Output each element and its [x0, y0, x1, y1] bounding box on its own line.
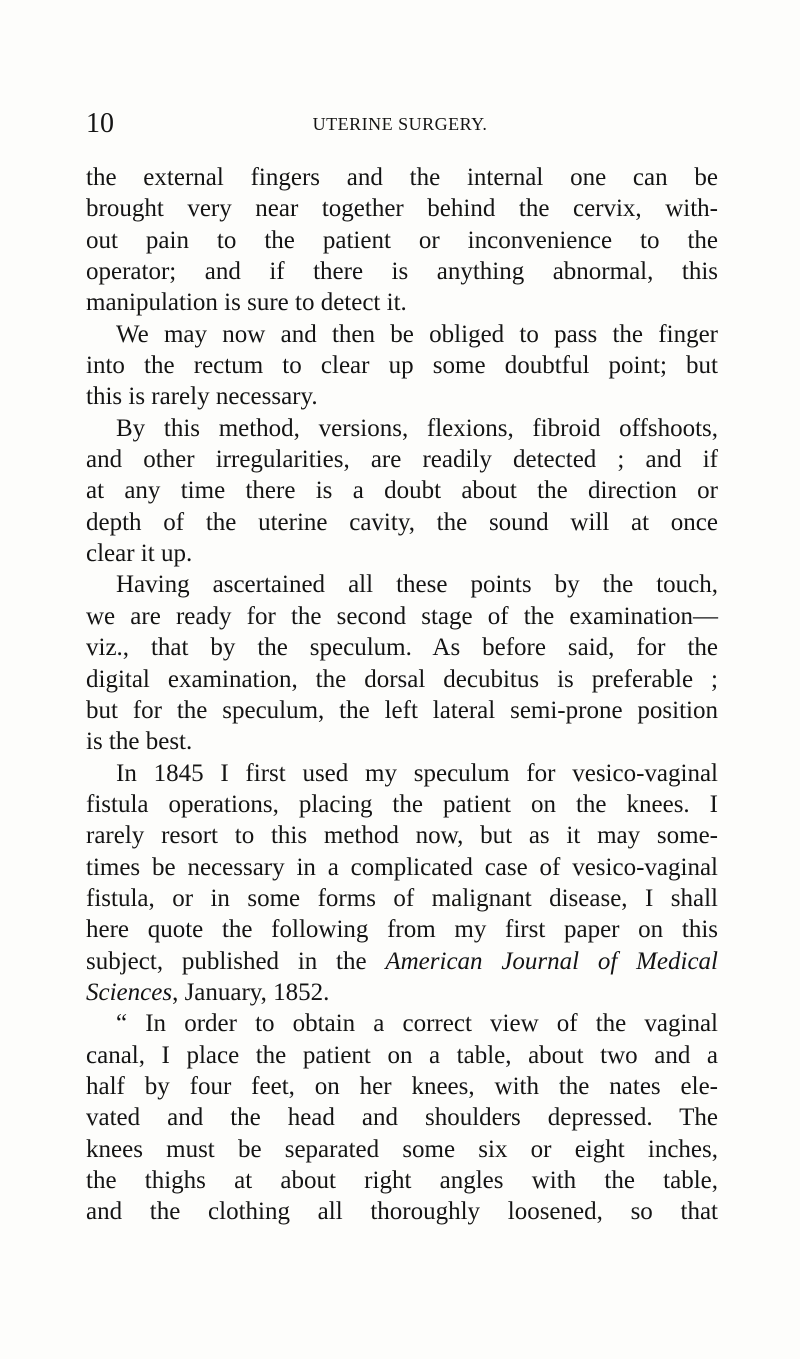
text-line: this is rarely necessary.: [86, 383, 318, 411]
journal-title: American Journal of Medical: [385, 947, 718, 975]
text-line: digital examination, the dorsal decubitus is preferable ;: [86, 665, 718, 693]
text-line: fistula, or in some forms of malignant disease, I shall: [86, 884, 718, 912]
text-line: canal, I place the patient on a table, about two and a: [86, 1041, 718, 1069]
page-header: [0, 104, 800, 144]
text-line: half by four feet, on her knees, with the nates ele-: [86, 1072, 718, 1100]
page-number: 10: [86, 108, 114, 139]
text-line: the thighs at about right angles with the table,: [86, 1167, 718, 1194]
text-line: we are ready for the second stage of the examination—: [86, 602, 718, 630]
journal-title-end: Sciences: [86, 978, 173, 1006]
text-line: rarely resort to this method now, but as it may some-: [86, 822, 718, 850]
text-line: the external fingers and the internal one can be: [86, 164, 718, 191]
text-line: out pain to the patient or inconvenience to the: [86, 226, 718, 254]
text-line: times be necessary in a complicated case of vesico-vaginal: [86, 853, 718, 881]
text-line: and the clothing all thoroughly loosened, so that: [86, 1198, 718, 1226]
text-segment: subject, published in the: [86, 947, 367, 975]
text-line: In 1845 I first used my speculum for vesico-vaginal: [116, 759, 718, 787]
text-line: manipulation is sure to detect it.: [86, 289, 407, 317]
body-text: [86, 162, 718, 1228]
text-line: We may now and then be obliged to pass the finger: [116, 320, 718, 348]
text-line-with-journal: [86, 977, 718, 1008]
text-line: fistula operations, placing the patient on the knees. I: [86, 790, 718, 818]
text-line: viz., that by the speculum. As before said, for the: [86, 634, 718, 662]
text-line: Having ascertained all these points by the touch,: [116, 571, 718, 599]
text-line: here quote the following from my first paper on this: [86, 916, 718, 944]
text-segment: , January, 1852.: [172, 978, 330, 1006]
text-line: “ In order to obtain a correct view of the vaginal: [116, 1010, 718, 1038]
text-line: at any time there is a doubt about the direction or: [86, 477, 718, 505]
text-line: vated and the head and shoulders depressed. The: [86, 1104, 718, 1132]
text-line: By this method, versions, flexions, fibroid offshoots,: [116, 414, 718, 442]
text-line: clear it up.: [86, 540, 193, 568]
text-line: brought very near together behind the cervix, with-: [86, 195, 718, 223]
text-line-with-journal: [86, 946, 718, 977]
text-line: depth of the uterine cavity, the sound will at once: [86, 508, 718, 536]
text-line: and other irregularities, are readily detected ; and if: [86, 446, 718, 474]
running-title: UTERINE SURGERY.: [312, 114, 488, 134]
text-line: knees must be separated some six or eight inches,: [86, 1135, 718, 1163]
text-line: but for the speculum, the left lateral semi-prone position: [86, 696, 718, 724]
text-line: operator; and if there is anything abnormal, this: [86, 258, 718, 286]
text-line: into the rectum to clear up some doubtful point; but: [86, 352, 718, 380]
text-line: is the best.: [86, 728, 193, 756]
